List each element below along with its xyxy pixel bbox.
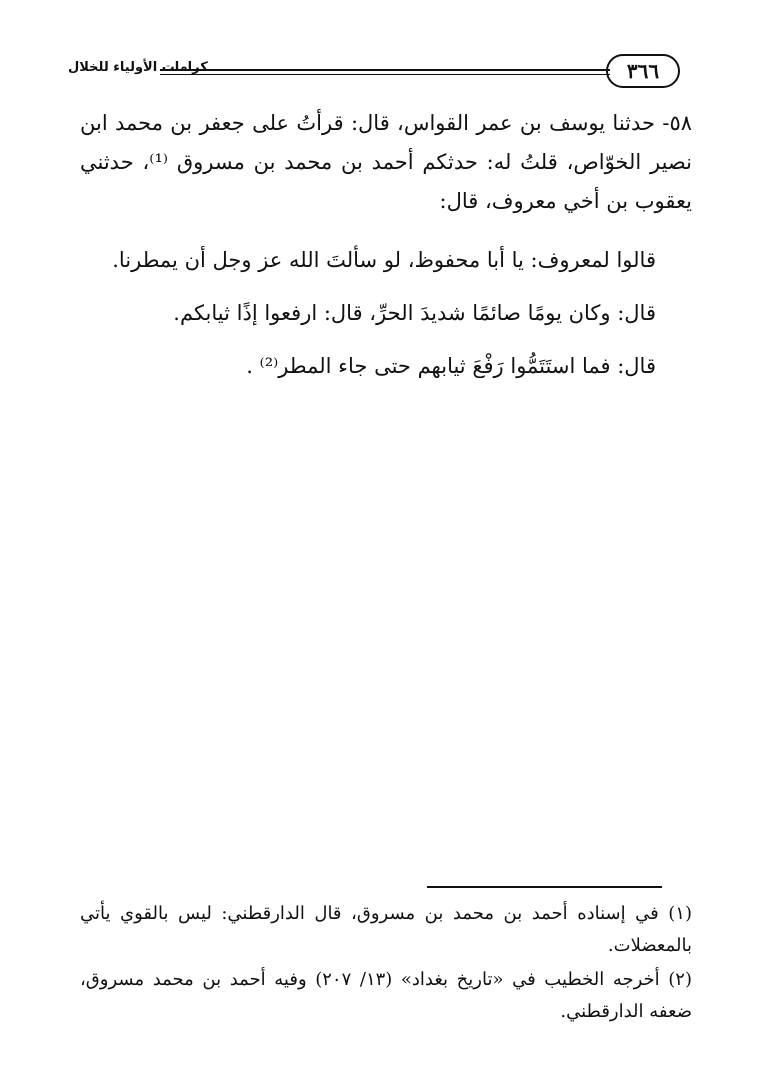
header-rule <box>160 69 610 75</box>
book-title: كرامات الأولياء للخلال <box>68 60 208 75</box>
narration-line-2: قال: وكان يومًا صائمًا شديدَ الحرِّ، قال: ارفعوا إذًا ثيابكم. <box>173 301 656 325</box>
hadith-isnad-paragraph: ٥٨- حدثنا يوسف بن عمر القواس، قال: قرأتُ على جعفر بن محمد ابن نصير الخوّاص، قلتُ له: حدثكم أحمد بن محمد بن مسروق ⁽¹⁾، حدثني يعقوب بن أخي معروف، قال: <box>80 111 692 213</box>
page-number: ٣٦٦ <box>626 59 660 83</box>
running-header <box>68 54 680 90</box>
narration-line-3: قال: فما استَتَمُّوا رَفْعَ ثيابهم حتى جاء المطر⁽²⁾ . <box>246 354 656 378</box>
main-text <box>80 104 692 386</box>
footnote-2: (٢) أخرجه الخطيب في «تاريخ بغداد» (١٣/ ٢٠٧) وفيه أحمد بن محمد مسروق، ضعفه الدارقطني. <box>80 969 692 1022</box>
footnote-1: (١) في إسناده أحمد بن محمد بن مسروق، قال الدارقطني: ليس بالقوي يأتي بالمعضلات. <box>80 903 692 956</box>
footnotes <box>80 898 692 1028</box>
footnote-separator <box>427 886 662 888</box>
page-number-badge <box>606 54 680 88</box>
narration-line-1: قالوا لمعروف: يا أبا محفوظ، لو سألتَ الله عز وجل أن يمطرنا. <box>112 248 656 272</box>
